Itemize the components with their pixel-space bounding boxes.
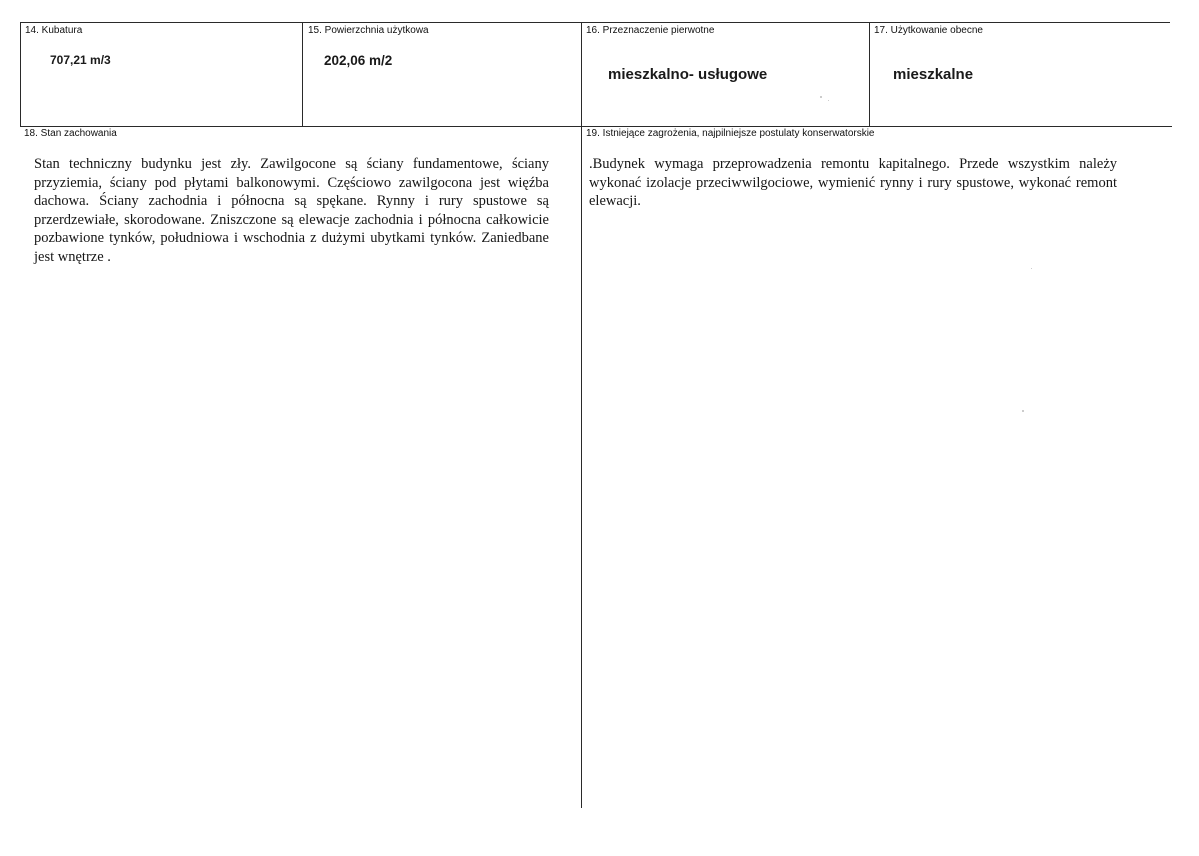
przeznaczenie-value: mieszkalno- usługowe xyxy=(608,66,768,83)
top-border xyxy=(20,22,1170,23)
scan-speck xyxy=(820,96,822,98)
stan-zachowania-text: Stan techniczny budynku jest zły. Zawilgocone są ściany fundamentowe, ściany przyziemia, ściany pod płytami balkonowymi. Częściowo zawilgocona jest więźba dachowa. Ściany zachodnia i północna są spękane. Rynny i rury spustowe są przerdzewiałe, skorodowane. Zniszczone są elewacje zachodnia i północna całkowicie pozbawione tynków, południowa i wschodnia z dużymi ubytkami tynków. Zaniedbane jest wnętrze . xyxy=(34,156,549,265)
uzytkowanie-label: 17. Użytkowanie obecne xyxy=(874,25,983,36)
scan-speck xyxy=(828,100,829,101)
scan-speck xyxy=(1031,268,1032,269)
stan-zachowania-label: 18. Stan zachowania xyxy=(24,128,117,139)
scan-speck xyxy=(1022,410,1024,412)
column-divider-1 xyxy=(302,22,303,127)
kubatura-label: 14. Kubatura xyxy=(25,25,83,36)
column-divider-2 xyxy=(581,22,582,808)
left-border xyxy=(20,22,21,127)
powierzchnia-label: 15. Powierzchnia użytkowa xyxy=(308,25,429,36)
powierzchnia-value: 202,06 m/2 xyxy=(324,53,393,68)
zagrozenia-text: .Budynek wymaga przeprowadzenia remontu kapitalnego. Przede wszystkim należy wykonać izolacje przeciwwilgociowe, wymienić rynny i rury spustowe, wykonać remont elewacji. xyxy=(589,156,1117,209)
przeznaczenie-label: 16. Przeznaczenie pierwotne xyxy=(586,25,715,36)
zagrozenia-label: 19. Istniejące zagrożenia, najpilniejsze postulaty konserwatorskie xyxy=(586,128,875,139)
column-divider-3 xyxy=(869,22,870,127)
kubatura-value: 707,21 m/3 xyxy=(50,53,111,67)
row-divider xyxy=(20,126,1172,127)
uzytkowanie-value: mieszkalne xyxy=(893,66,974,83)
